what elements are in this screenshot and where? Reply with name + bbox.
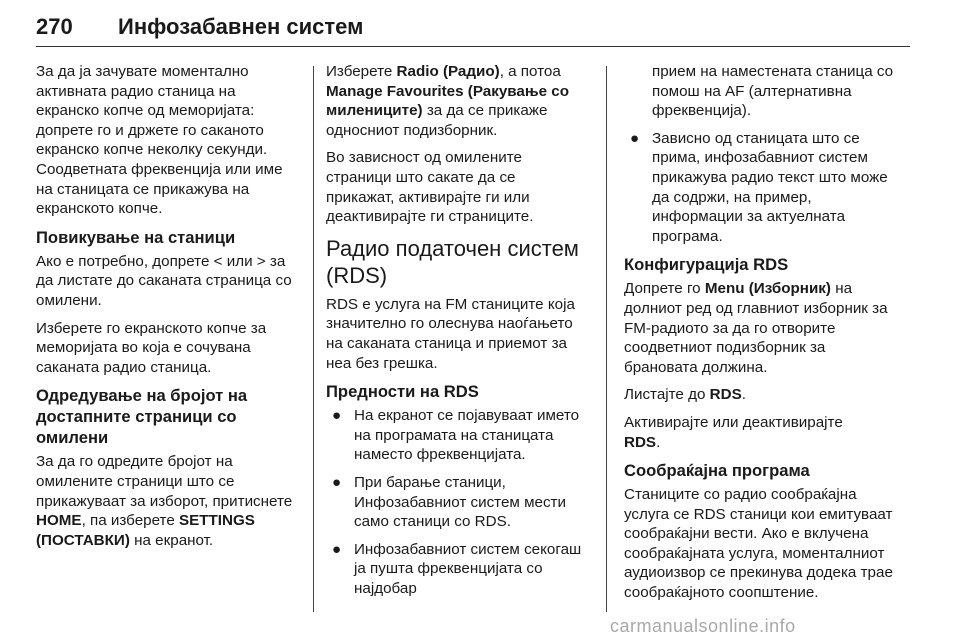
bullet-icon: ● [332,473,342,491]
rds-advantages-list-cont [624,129,894,247]
paragraph-scroll-rds: Листајте до RDS. [624,386,746,404]
menu-label: Menu (Изборник) [704,280,831,298]
page-number: 270 [36,14,73,39]
list-item: ● На екранот се појавуваат името на програмата на станицата наместо фреквенцијата. [332,407,580,464]
paragraph-continuation: прием на наместената станица со помош на AF (алтернативна фреквенција). [652,63,894,120]
heading-define-pages: Одредување на бројот на достапните страници со омилени [36,386,248,448]
chevron-right-icon: > [256,252,266,270]
heading-rds-advantages: Предности на RDS [326,382,479,402]
paragraph-rds-intro: RDS е услуга на FM станиците која значително го олеснува наоѓањето на саканата станица и приемот за неа без грешка. [326,295,575,372]
paragraph-traffic: Станиците со радио сообраќајна услуга се RDS станици кои емитуваат сообраќајни вести. Ако е вклучена сообраќајната услуга, моменталниот аудиоизвор се прекинува додека трае сообраќајното соопштение. [624,486,893,602]
paragraph-menu: Допрете го Menu (Изборник) на долниот ред од главниот изборник за FM-радиото за да го отворите соодветниот подизборник за брановата должина. [624,280,888,376]
paragraph-define-pages: За да го одредите бројот на омилените страници што се прикажуваат за изборот, притиснете HOME, па изберете SETTINGS (ПОСТАВКИ) на екранот. [36,453,293,549]
paragraph-scroll-pages: Ако е потребно, допрете < или > за да листате до саканата страница со омилени. [36,252,292,309]
page-header [36,14,910,50]
header-rule [36,46,910,47]
radio-label: Radio (Радио) [396,63,500,80]
column-2 [326,62,588,606]
heading-rds: Радио податочен систем (RDS) [326,235,579,288]
heading-traffic-program: Сообраќајна програма [624,461,810,481]
rds-label: RDS [709,386,742,404]
list-item: ● Инфозабавниот систем секогаш ја пушта фреквенцијата со најдобар [332,540,582,597]
column-3 [624,62,894,611]
bullet-icon: ● [332,407,342,425]
paragraph-toggle-rds: Активирајте или деактивирајте RDS. [624,413,843,451]
column-1 [36,62,298,558]
list-item: ● При барање станици, Инфозабавниот систем мести само станици со RDS. [332,473,566,531]
column-divider-2 [606,66,607,612]
paragraph-save-station: За да ја зачувате моментално активната радио станица на екранско копче од меморијата: допрете го и држете го саканото екранско копче неколку секунди. Соодветната фреквенција или име на станицата се прикажува на екранското копче. [36,63,283,218]
settings-label: SETTINGS (ПОСТАВКИ) [36,512,255,549]
bullet-icon: ● [332,540,342,558]
heading-recall-stations: Повикување на станици [36,227,236,247]
rds-advantages-list [326,406,588,598]
rds-label: RDS [624,433,657,451]
paragraph-activate-pages: Во зависност од омилените страници што сакате да се прикажат, активирајте ги или деактивирајте ги страниците. [326,149,534,226]
manage-favourites-label: Manage Favourites (Ракување со милениците) [326,82,570,120]
paragraph-select-radio: Изберете Radio (Радио), а потоа Manage Favourites (Ракување со милениците) за да се прикаже односниот подизборник. [326,63,570,139]
paragraph-select-button: Изберете го екранското копче за меморијата во која е сочувана саканата радио станица. [36,319,267,376]
page-title: Инфозабавнен систем [118,14,364,39]
list-item: ● Зависно од станицата што се прима, инфозабавниот систем прикажува радио текст што може да содржи, на пример, информации за актуелната програма. [630,129,888,245]
bullet-icon: ● [630,129,640,147]
column-divider-1 [313,66,314,612]
chevron-left-icon: < [213,252,223,270]
heading-rds-config: Конфигурација RDS [624,255,789,275]
home-label: HOME [36,512,82,530]
watermark: carmanualsonline.info [610,616,796,636]
